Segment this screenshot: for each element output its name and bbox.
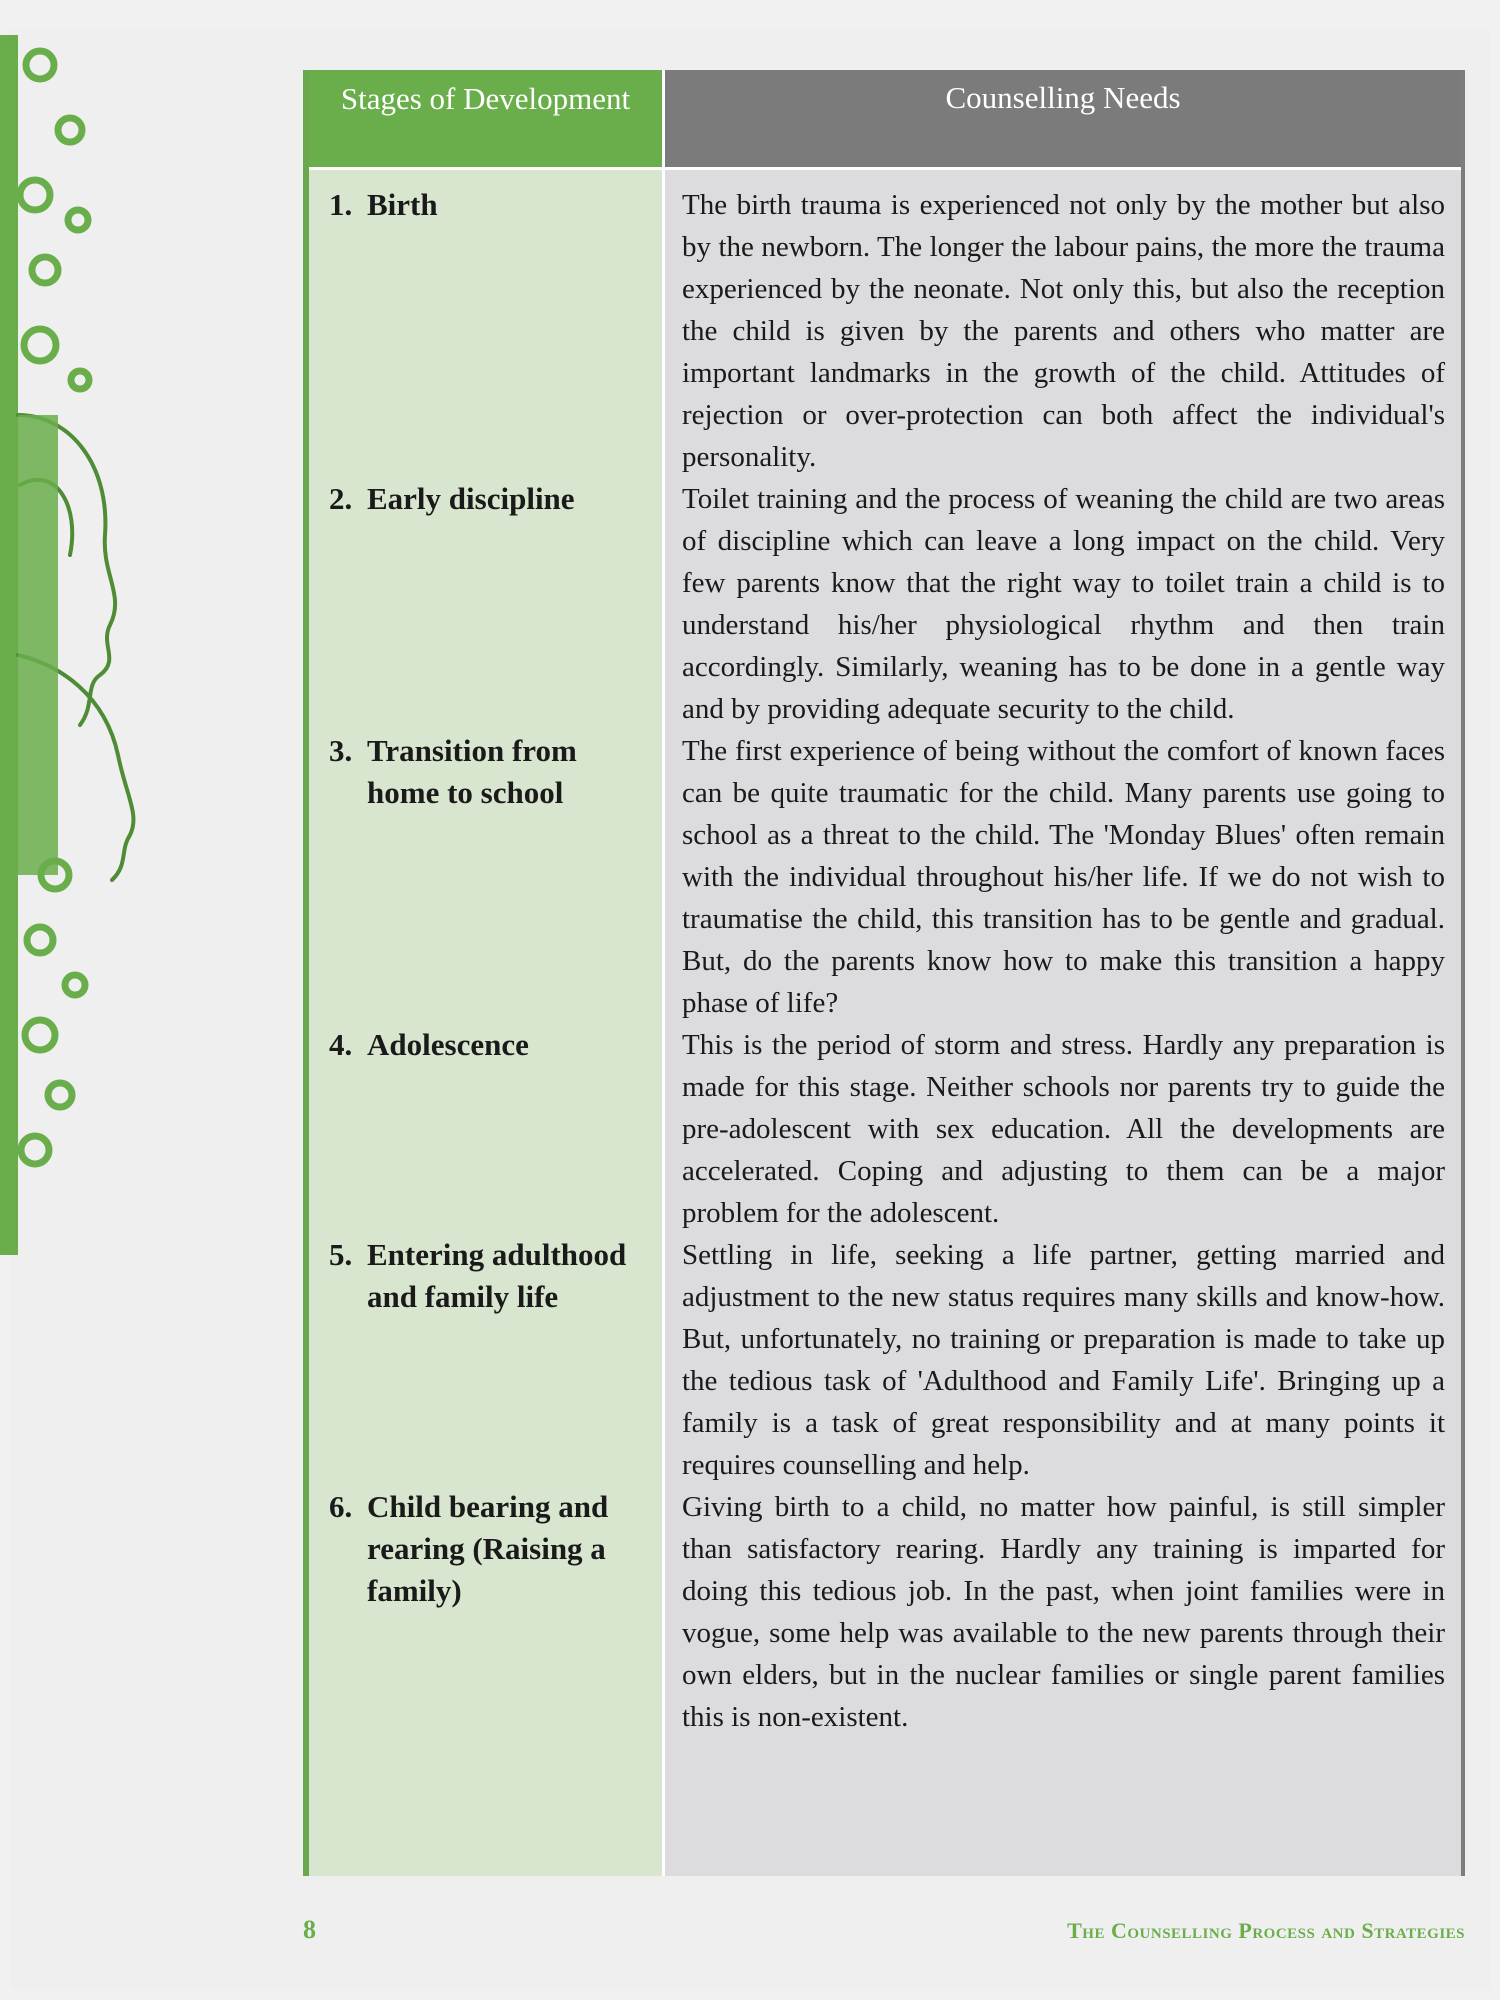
stage-name: Transition from home to school	[367, 733, 577, 810]
stages-column-header: Stages of Development	[309, 70, 662, 170]
stage-number: 1.	[329, 187, 353, 222]
needs-cell: Settling in life, seeking a life partner, getting married and adjustment to the new status requires many skills and know-how. But, unfortunately, no training or preparation is made to take up the tedious task of 'Adulthood and Family Life'. Bringing up a family is a task of great responsibility and at many points it requires counselling and help.	[682, 1239, 1445, 1481]
stage-number: 3.	[329, 733, 353, 768]
stage-cell	[309, 1234, 662, 1486]
table-row	[309, 1486, 1461, 1738]
stage-cell	[309, 1486, 662, 1738]
stage-name: Adolescence	[367, 1027, 529, 1062]
needs-cell: Giving birth to a child, no matter how painful, is still simpler than satisfactory rearing. Hardly any training is imparted for doing this tedious job. In the past, when joint families were in vogue, some help was available to the new parents through their own elders, but in the nuclear families or single parent families this is non-existent.	[682, 1491, 1445, 1733]
stage-name: Child bearing and rearing (Raising a family)	[367, 1489, 609, 1608]
table-row	[309, 730, 1461, 1024]
stage-number: 5.	[329, 1237, 353, 1272]
stage-number: 4.	[329, 1027, 353, 1062]
table-header	[309, 70, 1461, 170]
table-row	[309, 184, 1461, 478]
stage-name: Entering adulthood and family life	[367, 1237, 627, 1314]
table-body	[309, 170, 1461, 1876]
running-title: The Counselling Process and Strategies	[1067, 1918, 1465, 1943]
needs-cell: This is the period of storm and stress. Hardly any preparation is made for this stage. Neither schools nor parents try to guide the pre-adolescent with sex education. All the developments are accelerated. Coping and adjusting to them can be a major problem for the adolescent.	[682, 1029, 1445, 1229]
table-row	[309, 1234, 1461, 1486]
table-row	[309, 478, 1461, 730]
stage-number: 2.	[329, 481, 353, 516]
stage-number: 6.	[329, 1489, 353, 1524]
stage-cell	[309, 730, 662, 1024]
table-row	[309, 1024, 1461, 1234]
decorative-border-illustration	[0, 35, 160, 1255]
stage-cell	[309, 478, 662, 730]
needs-cell: Toilet training and the process of weaning the child are two areas of discipline which can leave a long impact on the child. Very few parents know that the right way to toilet train a child is to understand his/her physiological rhythm and then train accordingly. Similarly, weaning has to be done in a gentle way and by providing adequate security to the child.	[682, 483, 1445, 725]
stage-name: Early discipline	[367, 481, 575, 516]
page-number: 8	[303, 1915, 316, 1944]
needs-cell: The birth trauma is experienced not only by the mother but also by the newborn. The longer the labour pains, the more the trauma experienced by the neonate. Not only this, but also the reception the child is given by the parents and others who matter are important landmarks in the growth of the child. Attitudes of rejection or over-protection can both affect the individual's personality.	[682, 189, 1445, 473]
page-footer	[303, 1915, 1465, 1945]
counselling-needs-column-header: Counselling Needs	[662, 70, 1461, 170]
stage-cell	[309, 1024, 662, 1234]
stage-name: Birth	[367, 187, 438, 222]
needs-cell: The first experience of being without the comfort of known faces can be quite traumatic for the child. Many parents use going to school as a threat to the child. The 'Monday Blues' often remain with the individual throughout his/her life. If we do not wish to traumatise the child, this transition has to be gentle and gradual. But, do the parents know how to make this transition a happy phase of life?	[682, 735, 1445, 1019]
stages-of-development-table	[303, 70, 1465, 1876]
stage-cell	[309, 184, 662, 478]
